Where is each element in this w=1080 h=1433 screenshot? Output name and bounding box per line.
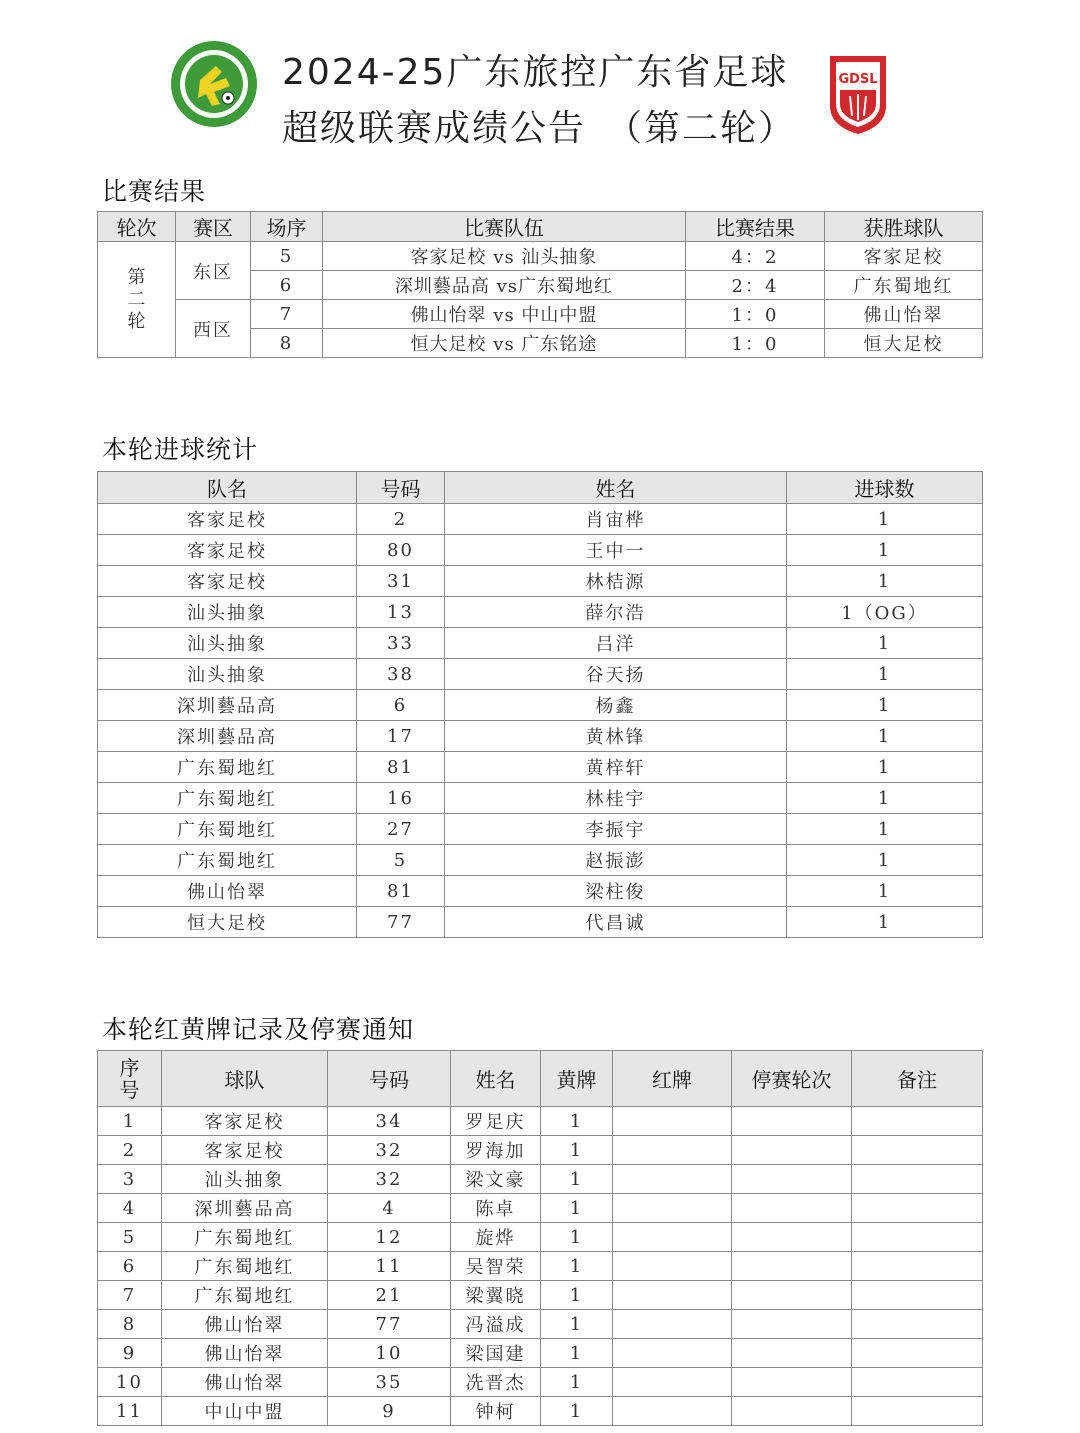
header-yellow: 黄牌 bbox=[541, 1051, 613, 1107]
cell-yellow: 1 bbox=[541, 1310, 613, 1339]
header-name: 姓名 bbox=[451, 1051, 541, 1107]
table-row bbox=[98, 721, 983, 752]
results-header-row bbox=[98, 212, 983, 242]
table-row bbox=[98, 1165, 983, 1194]
title-line-2: 超级联赛成绩公告 （第二轮） bbox=[282, 108, 797, 149]
header-team: 队名 bbox=[98, 472, 357, 504]
table-row bbox=[98, 242, 983, 271]
cell-team: 广东蜀地红 bbox=[162, 1252, 328, 1281]
cell-goals: 1 bbox=[787, 907, 983, 938]
results-section-title: 比赛结果 bbox=[102, 177, 207, 206]
header-seq-label: 序 号 bbox=[119, 1055, 140, 1102]
cell-yellow: 1 bbox=[541, 1107, 613, 1136]
cell-team: 广东蜀地红 bbox=[98, 783, 357, 814]
match-teams: 佛山怡翠 vs 中山中盟 bbox=[323, 300, 686, 329]
table-row bbox=[98, 752, 983, 783]
table-row bbox=[98, 845, 983, 876]
cell-note bbox=[852, 1136, 983, 1165]
cell-number: 38 bbox=[357, 659, 445, 690]
table-row bbox=[98, 1281, 983, 1310]
header-zone: 赛区 bbox=[176, 212, 251, 242]
cell-name: 梁翼晓 bbox=[451, 1281, 541, 1310]
table-row bbox=[98, 814, 983, 845]
cell-ban bbox=[732, 1223, 852, 1252]
cell-yellow: 1 bbox=[541, 1281, 613, 1310]
cell-ban bbox=[732, 1368, 852, 1397]
cell-note bbox=[852, 1339, 983, 1368]
zone-west: 西区 bbox=[176, 300, 251, 358]
cell-team: 广东蜀地红 bbox=[162, 1281, 328, 1310]
match-winner: 广东蜀地红 bbox=[825, 271, 983, 300]
match-no: 6 bbox=[251, 271, 323, 300]
cards-header-row bbox=[98, 1051, 983, 1107]
cell-name: 梁文豪 bbox=[451, 1165, 541, 1194]
table-row bbox=[98, 535, 983, 566]
cell-ban bbox=[732, 1136, 852, 1165]
cell-number: 35 bbox=[328, 1368, 451, 1397]
table-row bbox=[98, 597, 983, 628]
cell-name: 谷天扬 bbox=[445, 659, 787, 690]
table-row bbox=[98, 1107, 983, 1136]
cell-seq: 4 bbox=[98, 1194, 162, 1223]
gdsl-logo bbox=[824, 50, 892, 136]
cell-yellow: 1 bbox=[541, 1397, 613, 1426]
table-row bbox=[98, 1252, 983, 1281]
cell-ban bbox=[732, 1165, 852, 1194]
table-row bbox=[98, 783, 983, 814]
header-score: 比赛结果 bbox=[686, 212, 825, 242]
cell-seq: 1 bbox=[98, 1107, 162, 1136]
cell-team: 客家足校 bbox=[98, 566, 357, 597]
cell-name: 王中一 bbox=[445, 535, 787, 566]
table-row bbox=[98, 876, 983, 907]
cell-team: 汕头抽象 bbox=[98, 597, 357, 628]
cell-red bbox=[613, 1107, 732, 1136]
header-goals: 进球数 bbox=[787, 472, 983, 504]
cell-team: 广东蜀地红 bbox=[98, 752, 357, 783]
cell-goals: 1 bbox=[787, 628, 983, 659]
cell-yellow: 1 bbox=[541, 1368, 613, 1397]
cell-number: 17 bbox=[357, 721, 445, 752]
cell-number: 12 bbox=[328, 1223, 451, 1252]
cell-team: 客家足校 bbox=[162, 1107, 328, 1136]
cell-number: 13 bbox=[357, 597, 445, 628]
cell-number: 10 bbox=[328, 1339, 451, 1368]
cell-goals: 1 bbox=[787, 566, 983, 597]
cell-goals: 1 bbox=[787, 721, 983, 752]
zone-east: 东区 bbox=[176, 242, 251, 300]
goals-table bbox=[97, 471, 983, 938]
cell-yellow: 1 bbox=[541, 1339, 613, 1368]
match-no: 8 bbox=[251, 329, 323, 358]
match-teams: 客家足校 vs 汕头抽象 bbox=[323, 242, 686, 271]
cell-name: 代昌诚 bbox=[445, 907, 787, 938]
cards-table bbox=[97, 1050, 983, 1426]
cell-note bbox=[852, 1281, 983, 1310]
cell-number: 31 bbox=[357, 566, 445, 597]
cell-number: 33 bbox=[357, 628, 445, 659]
header-seq bbox=[98, 1051, 162, 1107]
cell-red bbox=[613, 1194, 732, 1223]
cell-seq: 10 bbox=[98, 1368, 162, 1397]
table-row bbox=[98, 628, 983, 659]
cell-name: 林桂宇 bbox=[445, 783, 787, 814]
cell-name: 罗足庆 bbox=[451, 1107, 541, 1136]
cell-number: 32 bbox=[328, 1165, 451, 1194]
match-teams: 恒大足校 vs 广东铭途 bbox=[323, 329, 686, 358]
cell-goals: 1 bbox=[787, 752, 983, 783]
goals-section-title: 本轮进球统计 bbox=[102, 435, 259, 464]
cell-red bbox=[613, 1281, 732, 1310]
cell-team: 汕头抽象 bbox=[162, 1165, 328, 1194]
match-score: 1：0 bbox=[686, 329, 825, 358]
table-row bbox=[98, 1339, 983, 1368]
cell-goals: 1 bbox=[787, 845, 983, 876]
cell-team: 佛山怡翠 bbox=[98, 876, 357, 907]
match-score: 1：0 bbox=[686, 300, 825, 329]
match-winner: 客家足校 bbox=[825, 242, 983, 271]
table-row bbox=[98, 504, 983, 535]
cell-red bbox=[613, 1339, 732, 1368]
cell-red bbox=[613, 1310, 732, 1339]
cell-team: 客家足校 bbox=[98, 535, 357, 566]
cell-number: 6 bbox=[357, 690, 445, 721]
header-number: 号码 bbox=[328, 1051, 451, 1107]
cell-ban bbox=[732, 1397, 852, 1426]
cell-team: 广东蜀地红 bbox=[98, 814, 357, 845]
cell-team: 中山中盟 bbox=[162, 1397, 328, 1426]
cell-number: 11 bbox=[328, 1252, 451, 1281]
cell-note bbox=[852, 1310, 983, 1339]
header-ban: 停赛轮次 bbox=[732, 1051, 852, 1107]
header-name: 姓名 bbox=[445, 472, 787, 504]
cell-number: 27 bbox=[357, 814, 445, 845]
cell-number: 5 bbox=[357, 845, 445, 876]
match-teams: 深圳藝品高 vs广东蜀地红 bbox=[323, 271, 686, 300]
table-row bbox=[98, 566, 983, 597]
cell-number: 77 bbox=[328, 1310, 451, 1339]
cell-team: 佛山怡翠 bbox=[162, 1310, 328, 1339]
cell-note bbox=[852, 1107, 983, 1136]
cell-goals: 1 bbox=[787, 535, 983, 566]
cell-number: 81 bbox=[357, 752, 445, 783]
cell-name: 罗海加 bbox=[451, 1136, 541, 1165]
cell-number: 34 bbox=[328, 1107, 451, 1136]
cell-yellow: 1 bbox=[541, 1223, 613, 1252]
cell-red bbox=[613, 1223, 732, 1252]
cell-ban bbox=[732, 1281, 852, 1310]
cell-note bbox=[852, 1368, 983, 1397]
cell-note bbox=[852, 1252, 983, 1281]
cell-seq: 7 bbox=[98, 1281, 162, 1310]
header-red: 红牌 bbox=[613, 1051, 732, 1107]
cell-yellow: 1 bbox=[541, 1165, 613, 1194]
table-row bbox=[98, 690, 983, 721]
cell-team: 恒大足校 bbox=[98, 907, 357, 938]
cell-ban bbox=[732, 1107, 852, 1136]
table-row bbox=[98, 300, 983, 329]
cell-name: 梁柱俊 bbox=[445, 876, 787, 907]
cell-note bbox=[852, 1397, 983, 1426]
goals-header-row bbox=[98, 472, 983, 504]
cell-name: 梁国建 bbox=[451, 1339, 541, 1368]
table-row bbox=[98, 1397, 983, 1426]
header-teams: 比赛队伍 bbox=[323, 212, 686, 242]
match-score: 4：2 bbox=[686, 242, 825, 271]
cell-number: 21 bbox=[328, 1281, 451, 1310]
cell-number: 80 bbox=[357, 535, 445, 566]
cell-name: 旋烨 bbox=[451, 1223, 541, 1252]
cell-goals: 1 bbox=[787, 814, 983, 845]
header-winner: 获胜球队 bbox=[825, 212, 983, 242]
match-winner: 恒大足校 bbox=[825, 329, 983, 358]
cell-name: 钟柯 bbox=[451, 1397, 541, 1426]
cell-name: 黄林锋 bbox=[445, 721, 787, 752]
cards-section-title: 本轮红黄牌记录及停赛通知 bbox=[102, 1015, 415, 1044]
cell-seq: 9 bbox=[98, 1339, 162, 1368]
header-round: 轮次 bbox=[98, 212, 176, 242]
cell-number: 16 bbox=[357, 783, 445, 814]
cell-goals: 1 bbox=[787, 876, 983, 907]
cell-team: 深圳藝品高 bbox=[98, 690, 357, 721]
cell-seq: 6 bbox=[98, 1252, 162, 1281]
match-score: 2：4 bbox=[686, 271, 825, 300]
cell-name: 林桔源 bbox=[445, 566, 787, 597]
cell-team: 汕头抽象 bbox=[98, 659, 357, 690]
cell-goals: 1 bbox=[787, 690, 983, 721]
match-no: 7 bbox=[251, 300, 323, 329]
cell-ban bbox=[732, 1339, 852, 1368]
cell-name: 吴智荣 bbox=[451, 1252, 541, 1281]
results-table bbox=[97, 211, 983, 358]
cell-name: 冯溢成 bbox=[451, 1310, 541, 1339]
cell-seq: 11 bbox=[98, 1397, 162, 1426]
cell-team: 广东蜀地红 bbox=[98, 845, 357, 876]
cell-team: 客家足校 bbox=[98, 504, 357, 535]
cell-number: 81 bbox=[357, 876, 445, 907]
header-match-no: 场序 bbox=[251, 212, 323, 242]
cell-name: 赵振澎 bbox=[445, 845, 787, 876]
title-line-1: 2024-25广东旅控广东省足球 bbox=[282, 52, 789, 93]
cell-red bbox=[613, 1397, 732, 1426]
cell-seq: 3 bbox=[98, 1165, 162, 1194]
cell-seq: 8 bbox=[98, 1310, 162, 1339]
cell-note bbox=[852, 1223, 983, 1252]
cell-ban bbox=[732, 1310, 852, 1339]
table-row bbox=[98, 1368, 983, 1397]
cell-note bbox=[852, 1165, 983, 1194]
cell-number: 77 bbox=[357, 907, 445, 938]
cell-team: 深圳藝品高 bbox=[98, 721, 357, 752]
cell-number: 2 bbox=[357, 504, 445, 535]
cell-team: 汕头抽象 bbox=[98, 628, 357, 659]
cell-team: 深圳藝品高 bbox=[162, 1194, 328, 1223]
header-note: 备注 bbox=[852, 1051, 983, 1107]
cell-goals: 1（OG） bbox=[787, 597, 983, 628]
match-no: 5 bbox=[251, 242, 323, 271]
cell-name: 冼晋杰 bbox=[451, 1368, 541, 1397]
cell-yellow: 1 bbox=[541, 1252, 613, 1281]
cell-note bbox=[852, 1194, 983, 1223]
header-team: 球队 bbox=[162, 1051, 328, 1107]
table-row bbox=[98, 1136, 983, 1165]
cell-team: 客家足校 bbox=[162, 1136, 328, 1165]
header-number: 号码 bbox=[357, 472, 445, 504]
table-row bbox=[98, 1194, 983, 1223]
cell-name: 吕洋 bbox=[445, 628, 787, 659]
cell-yellow: 1 bbox=[541, 1136, 613, 1165]
cell-team: 佛山怡翠 bbox=[162, 1339, 328, 1368]
cell-seq: 2 bbox=[98, 1136, 162, 1165]
cell-team: 佛山怡翠 bbox=[162, 1368, 328, 1397]
table-row bbox=[98, 1310, 983, 1339]
football-association-logo bbox=[170, 40, 258, 128]
cell-red bbox=[613, 1165, 732, 1194]
table-row bbox=[98, 1223, 983, 1252]
cell-name: 黄梓轩 bbox=[445, 752, 787, 783]
cell-goals: 1 bbox=[787, 659, 983, 690]
cell-number: 9 bbox=[328, 1397, 451, 1426]
table-row bbox=[98, 907, 983, 938]
cell-ban bbox=[732, 1252, 852, 1281]
cell-name: 陈卓 bbox=[451, 1194, 541, 1223]
cell-goals: 1 bbox=[787, 783, 983, 814]
match-winner: 佛山怡翠 bbox=[825, 300, 983, 329]
cell-yellow: 1 bbox=[541, 1194, 613, 1223]
cell-red bbox=[613, 1136, 732, 1165]
cell-name: 李振宇 bbox=[445, 814, 787, 845]
cell-ban bbox=[732, 1194, 852, 1223]
cell-name: 肖宙桦 bbox=[445, 504, 787, 535]
round-cell bbox=[98, 242, 176, 358]
cell-name: 薛尔浩 bbox=[445, 597, 787, 628]
cell-team: 广东蜀地红 bbox=[162, 1223, 328, 1252]
cell-red bbox=[613, 1252, 732, 1281]
cell-number: 32 bbox=[328, 1136, 451, 1165]
round-label: 第 二 轮 bbox=[127, 266, 146, 332]
gdsl-logo-text: GDSL bbox=[838, 72, 878, 87]
cell-red bbox=[613, 1368, 732, 1397]
cell-seq: 5 bbox=[98, 1223, 162, 1252]
cell-goals: 1 bbox=[787, 504, 983, 535]
cell-number: 4 bbox=[328, 1194, 451, 1223]
table-row bbox=[98, 659, 983, 690]
cell-name: 杨鑫 bbox=[445, 690, 787, 721]
